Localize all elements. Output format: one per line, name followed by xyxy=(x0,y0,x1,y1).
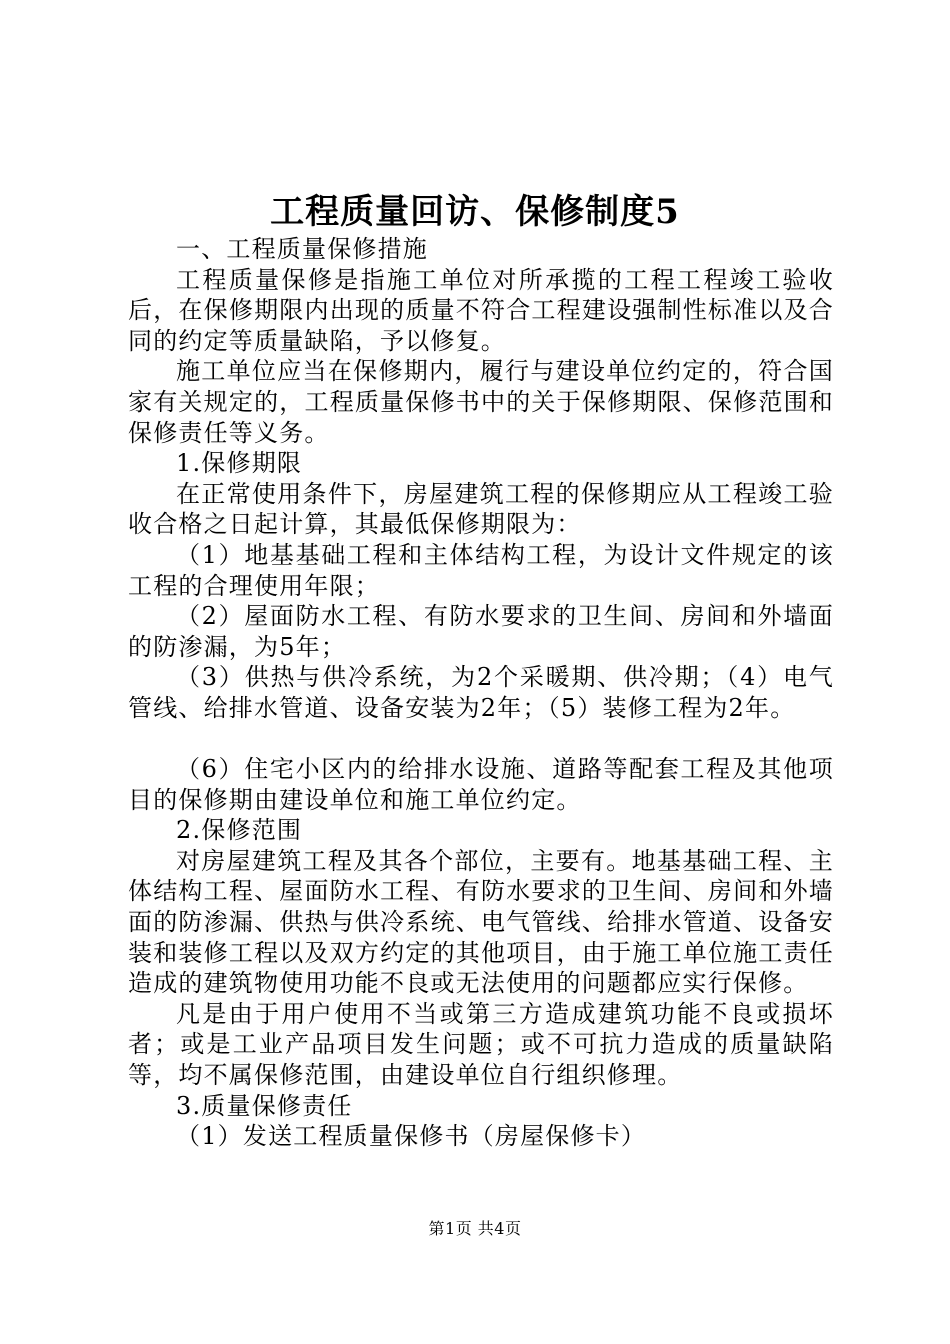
section-heading-responsibility: 3.质量保修责任 xyxy=(176,1091,353,1120)
paragraph: 凡是由于用户使用不当或第三方造成建筑功能不良或损坏者；或是工业产品项目发生问题；或不可抗力造成的质量缺陷等，均不属保修范围，由建设单位自行组织修理。 xyxy=(128,999,834,1090)
section-heading-period: 1.保修期限 xyxy=(176,449,303,478)
paragraph: 在正常使用条件下，房屋建筑工程的保修期应从工程竣工验收合格之日起计算，其最低保修期限为： xyxy=(128,479,834,539)
paragraph: 对房屋建筑工程及其各个部位，主要有。地基基础工程、主体结构工程、屋面防水工程、有防水要求的卫生间、房间和外墙面的防渗漏、供热与供冷系统、电气管线、给排水管道、设备安装和装修工程以及双方约定的其他项目，由于施工单位施工责任造成的建筑物使用功能不良或无法使用的问题都应实行保修。 xyxy=(128,846,834,998)
list-item: （2）屋面防水工程、有防水要求的卫生间、房间和外墙面的防渗漏，为5年； xyxy=(128,602,834,661)
section-heading-scope: 2.保修范围 xyxy=(176,816,303,845)
list-item: （6）住宅小区内的给排水设施、道路等配套工程及其他项目的保修期由建设单位和施工单位约定。 xyxy=(128,755,834,814)
paragraph: 施工单位应当在保修期内，履行与建设单位约定的，符合国家有关规定的，工程质量保修书中的关于保修期限、保修范围和保修责任等义务。 xyxy=(128,357,834,447)
document-title: 工程质量回访、保修制度5 xyxy=(270,192,680,232)
document-body xyxy=(128,234,834,1152)
list-item: （1）发送工程质量保修书（房屋保修卡） xyxy=(176,1122,647,1151)
page-number: 第1页 共4页 xyxy=(428,1219,522,1238)
section-heading-measures: 一、工程质量保修措施 xyxy=(176,235,428,263)
list-item: （1）地基基础工程和主体结构工程，为设计文件规定的该工程的合理使用年限； xyxy=(128,540,834,600)
paragraph: 工程质量保修是指施工单位对所承揽的工程工程竣工验收后，在保修期限内出现的质量不符合工程建设强制性标准以及合同的约定等质量缺陷，予以修复。 xyxy=(128,265,834,355)
list-item: （3）供热与供冷系统，为2个采暖期、供冷期；（4）电气管线、给排水管道、设备安装为2年；（5）装修工程为2年。 xyxy=(128,663,834,722)
